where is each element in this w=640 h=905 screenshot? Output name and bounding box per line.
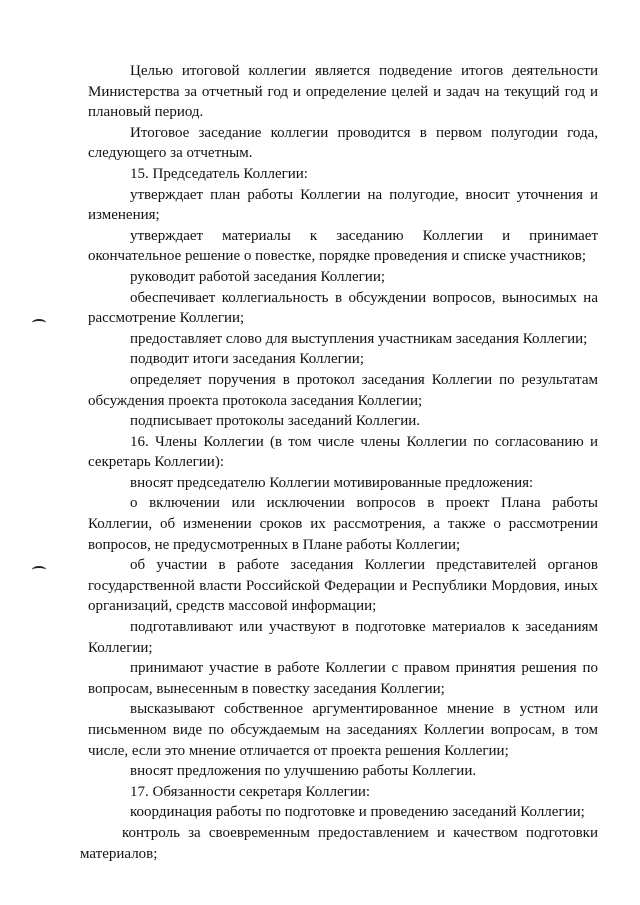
- paragraph: определяет поручения в протокол заседания Коллегии по результатам обсуждения проекта протокола заседания Коллегии;: [88, 371, 598, 409]
- paragraph: высказывают собственное аргументированное мнение в устном или письменном виде по обсуждаемым на заседаниях Коллегии вопросам, в том числе, если это мнение отличается от проекта решения Коллегии;: [88, 701, 598, 759]
- paragraph: вносят председателю Коллегии мотивированные предложения:: [130, 474, 534, 491]
- paragraph: вносят предложения по улучшению работы Коллегии.: [130, 763, 477, 780]
- paragraph: об участии в работе заседания Коллегии представителей органов государственной власти Российской Федерации и Республики Мордовия, иных организаций, средств массовой информации;: [88, 557, 598, 615]
- section-heading: 15. Председатель Коллегии:: [130, 165, 308, 182]
- document-body: [80, 61, 598, 864]
- paragraph: руководит работой заседания Коллегии;: [130, 268, 386, 285]
- paragraph: утверждает материалы к заседанию Коллегии и принимает окончательное решение о повестке, порядке проведения и списке участников;: [88, 227, 598, 265]
- paragraph: принимают участие в работе Коллегии с правом принятия решения по вопросам, вынесенным в повестку заседания Коллегии;: [88, 660, 598, 697]
- hole-punch-mark-icon: [32, 319, 46, 327]
- section-heading: 17. Обязанности секретаря Коллегии:: [130, 783, 371, 800]
- hole-punch-mark-icon: [32, 566, 46, 574]
- paragraph: подписывает протоколы заседаний Коллегии.: [130, 413, 421, 430]
- section-heading: 16. Члены Коллегии (в том числе члены Коллегии по согласованию и секретарь Коллегии):: [88, 433, 598, 471]
- paragraph: подготавливают или участвуют в подготовке материалов к заседаниям Коллегии;: [88, 619, 598, 656]
- paragraph: Целью итоговой коллегии является подведение итогов деятельности Министерства за отчетный год и определение целей и задач на текущий год и плановый период.: [88, 63, 598, 121]
- paragraph: обеспечивает коллегиальность в обсуждении вопросов, выносимых на рассмотрение Коллегии;: [88, 289, 598, 327]
- paragraph: подводит итоги заседания Коллегии;: [130, 351, 364, 368]
- paragraph: предоставляет слово для выступления участникам заседания Коллегии;: [130, 330, 588, 347]
- paragraph: о включении или исключении вопросов в проект Плана работы Коллегии, об изменении сроков их рассмотрения, а также о рассмотрении вопросов, не предусмотренных в Плане работы Коллегии;: [88, 495, 598, 553]
- paragraph: контроль за своевременным предоставлением и качеством подготовки материалов;: [80, 824, 598, 862]
- paragraph: Итоговое заседание коллегии проводится в первом полугодии года, следующего за отчетным.: [88, 124, 598, 162]
- paragraph: координация работы по подготовке и проведению заседаний Коллегии;: [130, 804, 585, 821]
- paragraph: утверждает план работы Коллегии на полугодие, вносит уточнения и изменения;: [88, 186, 598, 224]
